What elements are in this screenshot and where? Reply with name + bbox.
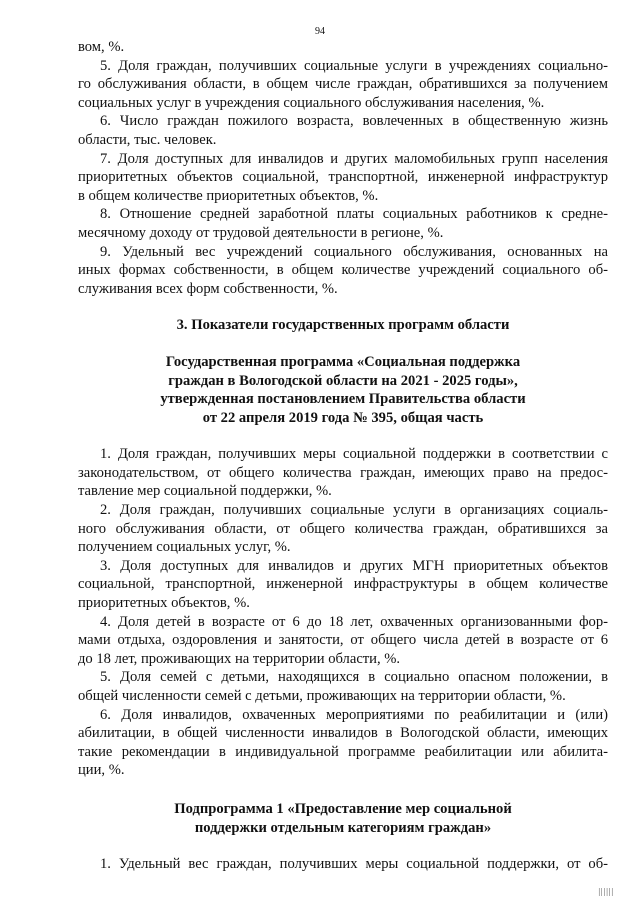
program-indicator-list	[78, 445, 608, 780]
text-line: до 18 лет, проживающих на территории области, %.	[78, 650, 401, 667]
text-line: 6. Доля инвалидов, охваченных мероприятиями по реабилитации и (или)	[100, 706, 608, 723]
text-line: 5. Доля граждан, получивших социальные услуги в учреждениях социально-	[100, 57, 608, 74]
indicator-item	[78, 613, 608, 669]
heading-line: от 22 апреля 2019 года № 395, общая часть	[202, 409, 484, 426]
text-line: ции, %.	[78, 762, 125, 779]
text-line: тавление мер социальной поддержки, %.	[78, 483, 332, 500]
text-line: месячному доходу от трудовой деятельности в регионе, %.	[78, 224, 444, 241]
text-line: го обслуживания области, в общем числе граждан, обратившихся за получением	[78, 76, 608, 93]
text-line: вом, %.	[78, 39, 125, 55]
text-line: 1. Доля граждан, получивших меры социальной поддержки в соответствии с	[100, 446, 608, 463]
indicator-item	[78, 855, 608, 874]
text-line: 7. Доля доступных для инвалидов и других маломобильных групп населения	[100, 150, 608, 167]
text-line: 6. Число граждан пожилого возраста, вовлеченных в общественную жизнь	[100, 113, 608, 130]
text-line: такие рекомендации в индивидуальной программе реабилитации или абилита-	[78, 743, 608, 760]
text-line: социальной, транспортной, инженерной инфраструктуры в общем количестве	[78, 576, 608, 593]
indicator-item	[78, 205, 608, 242]
document-body	[78, 38, 608, 874]
heading-line: граждан в Вологодской области на 2021 - 2025 годы»,	[168, 372, 518, 389]
indicator-item	[78, 150, 608, 206]
text-line: мами отдыха, оздоровления и занятости, от общего числа детей в возрасте от 6	[78, 632, 608, 649]
section-heading: 3. Показатели государственных программ области	[176, 317, 510, 334]
subprogram-title	[78, 800, 608, 837]
indicator-item	[78, 112, 608, 149]
indicator-list-top	[78, 38, 608, 298]
text-line: 5. Доля семей с детьми, находящихся в социально опасном положении, в	[100, 669, 608, 686]
indicator-item	[78, 38, 608, 57]
text-line: 1. Удельный вес граждан, получивших меры социальной поддержки, от об-	[100, 856, 608, 873]
text-line: приоритетных объектов социальной, транспортной, инженерной инфраструктур	[78, 169, 608, 186]
subprogram-indicator-list	[78, 855, 608, 874]
text-line: 8. Отношение средней заработной платы социальных работников к средне-	[100, 206, 608, 223]
page-number: 94	[315, 26, 325, 37]
text-line: социальных услуг в учреждения социального обслуживания населения, %.	[78, 94, 545, 111]
heading-line: поддержки отдельным категориям граждан»	[194, 819, 492, 836]
text-line: приоритетных объектов, %.	[78, 595, 250, 612]
text-line: 9. Удельный вес учреждений социального обслуживания, основанных на	[100, 243, 608, 260]
text-line: 3. Доля доступных для инвалидов и других МГН приоритетных объектов	[100, 557, 608, 574]
text-line: законодательством, от общего количества граждан, имеющих право на предос-	[78, 464, 608, 481]
text-line: получением социальных услуг, %.	[78, 539, 291, 556]
text-line: иных формах собственности, в общем количестве учреждений социального об-	[78, 262, 608, 279]
heading-line: Государственная программа «Социальная поддержка	[165, 353, 521, 370]
text-line: служивания всех форм собственности, %.	[78, 280, 338, 297]
text-line: 2. Доля граждан, получивших социальные услуги в организациях социаль-	[100, 502, 608, 519]
text-line: ного обслуживания области, от общего количества граждан, обратившихся за	[78, 520, 608, 537]
indicator-item	[78, 706, 608, 780]
text-line: 4. Доля детей в возрасте от 6 до 18 лет, охваченных организованными фор-	[100, 613, 608, 630]
heading-line: Подпрограмма 1 «Предоставление мер социальной	[174, 800, 512, 817]
indicator-item	[78, 557, 608, 613]
program-title	[78, 353, 608, 427]
text-line: в общем количестве приоритетных объектов, %.	[78, 187, 379, 204]
indicator-item	[78, 57, 608, 113]
heading-line: утвержденная постановлением Правительства области	[160, 391, 526, 408]
scan-footer-mark: ||||||	[598, 887, 614, 896]
indicator-item	[78, 243, 608, 299]
indicator-item	[78, 668, 608, 705]
text-line: абилитации, в общей численности инвалидов в Вологодской области, имеющих	[78, 725, 608, 742]
indicator-item	[78, 445, 608, 501]
text-line: области, тыс. человек.	[78, 131, 217, 148]
text-line: общей численности семей с детьми, проживающих на территории области, %.	[78, 688, 566, 704]
indicator-item	[78, 501, 608, 557]
